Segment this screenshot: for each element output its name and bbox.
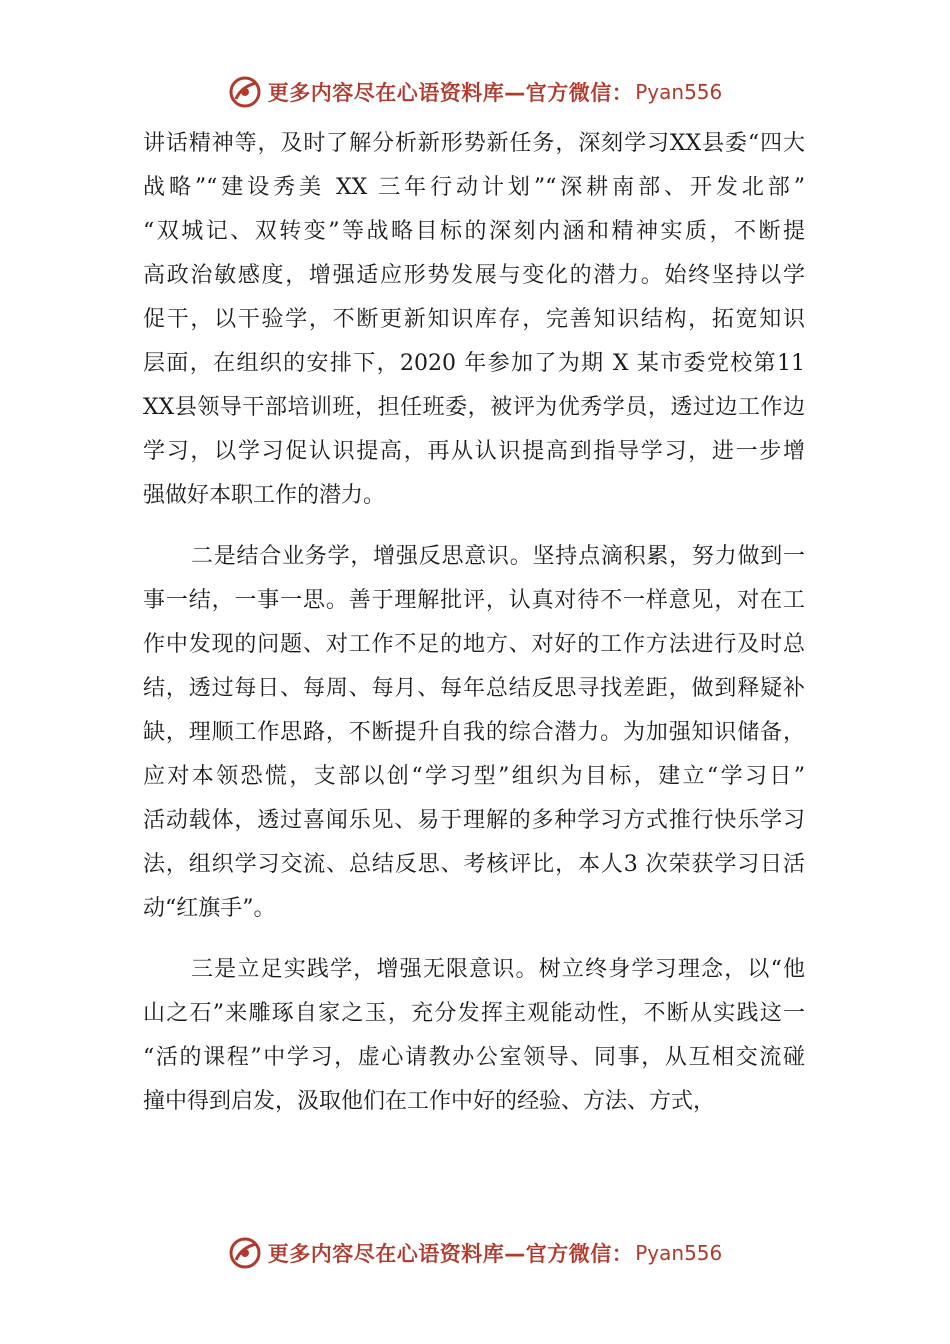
header-wechat-id: Pyan556 xyxy=(635,80,723,104)
text-line: 三是立足实践学，增强无限意识。树立终身学习理念，以“他 xyxy=(191,957,805,982)
document-body xyxy=(143,122,805,1124)
text-line: 法，组织学习交流、总结反思、考核评比，本人3 次荣获学习日活 xyxy=(143,852,805,877)
text-line: 事一结，一事一思。善于理解批评，认真对待不一样意见，对在工 xyxy=(143,588,805,613)
text-line: 缺，理顺工作思路，不断提升自我的综合潜力。为加强知识储备， xyxy=(143,720,805,745)
paragraph-1 xyxy=(143,122,805,518)
text-line: 讲话精神等，及时了解分析新形势新任务，深刻学习XX县委“四大 xyxy=(143,131,805,156)
header-banner xyxy=(0,70,950,114)
text-line: 活动载体，透过喜闻乐见、易于理解的多种学习方式推行快乐学习 xyxy=(143,808,805,833)
text-line: 层面，在组织的安排下，2020 年参加了为期 X 某市委党校第11 xyxy=(143,351,805,376)
text-line: 撞中得到启发，汲取他们在工作中好的经验、方法、方式， xyxy=(143,1089,716,1114)
paragraph-2 xyxy=(143,535,805,931)
footer-wechat-id: Pyan556 xyxy=(635,1241,723,1265)
text-line: 动“红旗手”。 xyxy=(143,896,276,921)
footer-banner xyxy=(0,1231,950,1275)
text-line: 二是结合业务学，增强反思意识。坚持点滴积累，努力做到一 xyxy=(191,544,805,569)
header-banner-text: 更多内容尽在心语资料库—官方微信： xyxy=(267,81,634,105)
text-line: 战略”“建设秀美 XX 三年行动计划”“深耕南部、开发北部” xyxy=(143,175,805,200)
text-line: XX县领导干部培训班，担任班委，被评为优秀学员，透过边工作边 xyxy=(143,395,805,420)
text-line: 强做好本职工作的潜力。 xyxy=(143,483,386,508)
brand-logo-icon xyxy=(228,1236,262,1270)
footer-banner-text: 更多内容尽在心语资料库—官方微信： xyxy=(267,1242,634,1266)
text-line: 山之石”来雕琢自家之玉，充分发挥主观能动性，不断从实践这一 xyxy=(143,1001,805,1026)
text-line: 结，透过每日、每周、每月、每年总结反思寻找差距，做到释疑补 xyxy=(143,676,805,701)
text-line: 高政治敏感度，增强适应形势发展与变化的潜力。始终坚持以学 xyxy=(143,263,805,288)
text-line: 作中发现的问题、对工作不足的地方、对好的工作方法进行及时总 xyxy=(143,632,805,657)
brand-logo-icon xyxy=(228,75,262,109)
paragraph-3 xyxy=(143,948,805,1124)
text-line: 促干，以干验学，不断更新知识库存，完善知识结构，拓宽知识 xyxy=(143,307,805,332)
text-line: 应对本领恐慌，支部以创“学习型”组织为目标，建立“学习日” xyxy=(143,764,805,789)
text-line: “活的课程”中学习，虚心请教办公室领导、同事，从互相交流碰 xyxy=(143,1045,805,1070)
paragraph-gap xyxy=(143,931,805,948)
paragraph-gap xyxy=(143,518,805,535)
text-line: “双城记、双转变”等战略目标的深刻内涵和精神实质，不断提 xyxy=(143,219,805,244)
text-line: 学习，以学习促认识提高，再从认识提高到指导学习，进一步增 xyxy=(143,439,805,464)
